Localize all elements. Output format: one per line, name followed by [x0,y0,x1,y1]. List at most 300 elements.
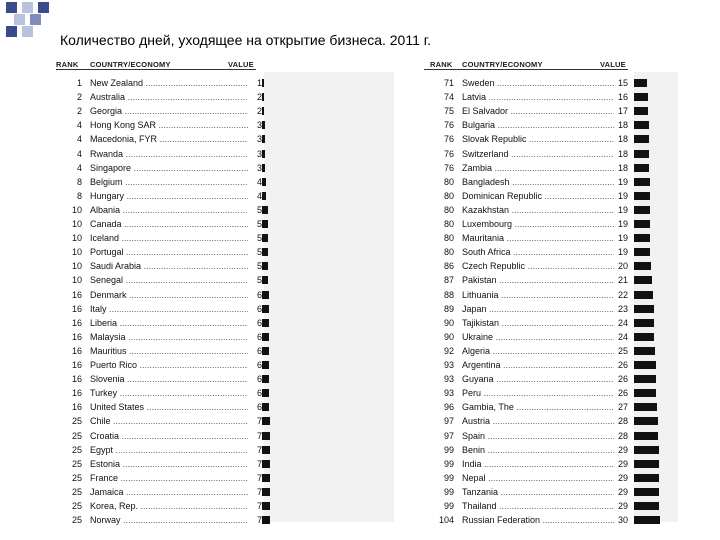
value-bar [634,135,649,143]
country-cell: Nepal ..... [462,471,616,485]
country-cell: Czech Republic ..... [462,259,616,273]
value-bar [262,150,265,158]
value-bar [634,375,656,383]
value-cell: 3 [248,161,262,175]
rank-cell: 80 [443,247,454,258]
value-bar [262,446,270,454]
value-bar [262,79,264,87]
rank-cell: 25 [71,501,82,511]
country-cell: Canada ..... [90,217,250,231]
table-row [56,429,394,443]
value-cell: 29 [614,443,628,457]
value-cell: 6 [248,400,262,414]
country-cell: Singapore ..... [90,161,250,175]
value-cell: 25 [614,344,628,358]
rank-cell: 104 [438,515,454,526]
value-bar [634,121,649,129]
table-row [424,147,720,161]
rank-cell: 8 [76,190,82,201]
value-bar [262,502,270,510]
table-row [424,104,720,118]
table-row [424,344,720,358]
table-row [424,372,720,386]
country-cell: Denmark ..... [90,288,250,302]
table-row [56,330,394,344]
table-row [424,302,720,316]
rank-cell: 16 [71,402,82,413]
rank-cell: 89 [443,303,454,314]
rank-cell: 99 [443,458,454,469]
table-row [424,457,720,471]
country-cell: Norway ..... [90,513,250,527]
value-cell: 4 [248,175,262,189]
rank-cell: 74 [443,92,454,103]
value-bar [262,432,270,440]
value-cell: 6 [248,302,262,316]
value-cell: 7 [248,443,262,457]
country-header: COUNTRY/ECONOMY [90,60,171,69]
value-bar [262,516,270,524]
country-cell: Kazakhstan ..... [462,203,616,217]
table-row [56,358,394,372]
country-cell: Albania ..... [90,203,250,217]
value-cell: 29 [614,471,628,485]
rank-cell: 16 [71,345,82,356]
header-rule [424,69,628,70]
rank-cell: 10 [71,233,82,244]
value-cell: 20 [614,259,628,273]
value-cell: 6 [248,386,262,400]
country-cell: Rwanda ..... [90,147,250,161]
value-bar [262,220,268,228]
country-cell: Lithuania ..... [462,288,616,302]
table-row [56,104,394,118]
value-cell: 6 [248,330,262,344]
table-row [424,485,720,499]
rank-cell: 2 [76,92,82,103]
table-row [56,90,394,104]
header-rule [56,69,256,70]
country-cell: Austria ..... [462,414,616,428]
value-cell: 18 [614,161,628,175]
value-cell: 29 [614,485,628,499]
rank-cell: 86 [443,261,454,272]
value-bar [262,375,269,383]
rank-cell: 80 [443,233,454,244]
value-cell: 7 [248,513,262,527]
table-row [56,273,394,287]
rank-cell: 87 [443,275,454,286]
table-row [56,414,394,428]
rank-cell: 10 [71,261,82,272]
table-row [56,513,394,527]
table-row [424,414,720,428]
country-cell: India ..... [462,457,616,471]
rank-cell: 80 [443,176,454,187]
value-cell: 19 [614,217,628,231]
rank-cell: 25 [71,458,82,469]
country-cell: Sweden ..... [462,76,616,90]
ranking-table-right [424,58,720,524]
value-bar [262,93,264,101]
country-header: COUNTRY/ECONOMY [462,60,543,69]
table-row [424,513,720,527]
value-cell: 7 [248,499,262,513]
value-cell: 28 [614,429,628,443]
value-cell: 1 [248,76,262,90]
value-cell: 19 [614,189,628,203]
rank-cell: 76 [443,134,454,145]
table-row [56,76,394,90]
value-bar [634,474,659,482]
country-cell: New Zealand ..... [90,76,250,90]
value-cell: 24 [614,330,628,344]
table-row [56,118,394,132]
country-cell: Macedonia, FYR ..... [90,132,250,146]
table-row [424,118,720,132]
country-cell: Chile ..... [90,414,250,428]
rank-cell: 10 [71,219,82,229]
value-cell: 5 [248,217,262,231]
value-bar [262,135,265,143]
value-bar [262,474,270,482]
value-bar [634,460,659,468]
value-cell: 26 [614,386,628,400]
country-cell: Australia ..... [90,90,250,104]
country-cell: Bangladesh ..... [462,175,616,189]
table-row [424,259,720,273]
country-cell: Pakistan ..... [462,273,616,287]
country-cell: United States ..... [90,400,250,414]
rank-cell: 16 [71,303,82,314]
table-row [56,372,394,386]
value-bar [634,446,659,454]
value-cell: 19 [614,203,628,217]
country-cell: Hong Kong SAR ..... [90,118,250,132]
country-cell: Mauritius ..... [90,344,250,358]
value-cell: 6 [248,316,262,330]
value-bar [634,305,654,313]
value-bar [634,403,657,411]
rank-cell: 16 [71,388,82,399]
rank-cell: 97 [443,416,454,427]
rank-cell: 4 [76,134,82,145]
table-row [424,231,720,245]
rank-cell: 99 [443,486,454,497]
rank-header: RANK [430,60,453,69]
country-cell: Croatia ..... [90,429,250,443]
value-cell: 6 [248,372,262,386]
table-row [424,76,720,90]
ranking-table-left [56,58,394,524]
rank-cell: 10 [71,204,82,215]
value-bar [634,361,656,369]
value-cell: 24 [614,316,628,330]
rank-cell: 8 [76,176,82,187]
rank-cell: 93 [443,360,454,370]
value-cell: 26 [614,358,628,372]
value-header: VALUE [600,60,626,69]
table-row [56,203,394,217]
table-row [424,386,720,400]
rank-cell: 97 [443,430,454,441]
country-cell: Thailand ..... [462,499,616,513]
country-cell: Senegal ..... [90,273,250,287]
rank-cell: 4 [76,120,82,131]
country-cell: South Africa ..... [462,245,616,259]
value-cell: 30 [614,513,628,527]
country-cell: Guyana ..... [462,372,616,386]
country-cell: Dominican Republic ..... [462,189,616,203]
value-bar [634,516,660,524]
value-bar [634,432,658,440]
value-cell: 6 [248,288,262,302]
value-bar [262,248,268,256]
value-bar [634,319,654,327]
value-cell: 21 [614,273,628,287]
country-cell: Ukraine ..... [462,330,616,344]
value-cell: 5 [248,203,262,217]
value-bar [634,276,652,284]
rank-cell: 16 [71,331,82,342]
rank-cell: 25 [71,515,82,526]
table-row [424,288,720,302]
rank-cell: 80 [443,190,454,201]
country-cell: Slovak Republic ..... [462,132,616,146]
value-cell: 19 [614,231,628,245]
country-cell: Luxembourg ..... [462,217,616,231]
table-row [424,161,720,175]
table-row [56,316,394,330]
country-cell: Gambia, The ..... [462,400,616,414]
table-row [424,443,720,457]
rank-cell: 1 [76,78,82,88]
table-row [424,316,720,330]
value-bar [262,178,266,186]
value-bar [634,333,654,341]
value-cell: 4 [248,189,262,203]
table-row [424,358,720,372]
table-row [424,330,720,344]
table-row [56,386,394,400]
rank-cell: 25 [71,472,82,483]
value-cell: 5 [248,259,262,273]
value-bar [634,417,658,425]
rank-cell: 25 [71,430,82,441]
rank-cell: 10 [71,275,82,286]
value-bar [634,178,650,186]
value-bar [634,192,650,200]
table-row [424,273,720,287]
value-cell: 7 [248,414,262,428]
value-bar [634,262,651,270]
country-cell: Tajikistan ..... [462,316,616,330]
value-bar [634,389,656,397]
value-bar [634,488,659,496]
rank-cell: 2 [76,106,82,117]
rank-header: RANK [56,60,79,69]
country-cell: France ..... [90,471,250,485]
table-row [424,189,720,203]
rank-cell: 4 [76,162,82,173]
value-bar [262,417,270,425]
rank-cell: 4 [76,148,82,159]
value-cell: 15 [614,76,628,90]
value-cell: 7 [248,485,262,499]
value-bar [634,107,648,115]
value-bar [634,234,650,242]
rank-cell: 96 [443,402,454,413]
rank-cell: 80 [443,204,454,215]
country-cell: Belgium ..... [90,175,250,189]
rank-cell: 25 [71,486,82,497]
value-cell: 18 [614,147,628,161]
table-row [56,302,394,316]
country-cell: Slovenia ..... [90,372,250,386]
rank-cell: 25 [71,444,82,455]
country-cell: Benin ..... [462,443,616,457]
table-row [424,203,720,217]
country-cell: Argentina ..... [462,358,616,372]
country-cell: Mauritania ..... [462,231,616,245]
country-cell: Malaysia ..... [90,330,250,344]
value-cell: 27 [614,400,628,414]
table-row [56,443,394,457]
value-bar [262,192,266,200]
value-bar [262,305,269,313]
rank-cell: 99 [443,501,454,511]
value-bar [634,502,659,510]
value-header: VALUE [228,60,254,69]
value-cell: 7 [248,471,262,485]
country-cell: Turkey ..... [90,386,250,400]
rank-cell: 92 [443,345,454,356]
country-cell: Liberia ..... [90,316,250,330]
value-bar [262,234,268,242]
rank-cell: 93 [443,374,454,385]
country-cell: Portugal ..... [90,245,250,259]
table-row [56,457,394,471]
table-row [424,400,720,414]
table-row [56,245,394,259]
table-row [56,217,394,231]
value-cell: 2 [248,90,262,104]
rank-cell: 76 [443,148,454,159]
value-cell: 28 [614,414,628,428]
table-row [56,499,394,513]
value-bar [262,262,268,270]
country-cell: Iceland ..... [90,231,250,245]
value-cell: 16 [614,90,628,104]
value-bar [634,347,655,355]
value-cell: 19 [614,175,628,189]
table-row [424,175,720,189]
value-cell: 3 [248,132,262,146]
value-cell: 5 [248,231,262,245]
table-row [56,189,394,203]
rank-cell: 71 [443,78,454,88]
value-cell: 5 [248,245,262,259]
country-cell: Georgia ..... [90,104,250,118]
country-cell: Korea, Rep. ..... [90,499,250,513]
table-row [56,471,394,485]
value-bar [262,488,270,496]
table-row [56,259,394,273]
country-cell: Bulgaria ..... [462,118,616,132]
value-bar [262,206,268,214]
country-cell: Japan ..... [462,302,616,316]
page-title: Количество дней, уходящее на открытие бизнеса. 2011 г. [60,32,432,48]
value-cell: 23 [614,302,628,316]
value-cell: 29 [614,457,628,471]
rank-cell: 80 [443,219,454,229]
table-row [424,429,720,443]
value-cell: 5 [248,273,262,287]
value-cell: 7 [248,457,262,471]
value-bar [634,206,650,214]
value-cell: 18 [614,118,628,132]
value-cell: 7 [248,429,262,443]
table-row [56,400,394,414]
value-cell: 2 [248,104,262,118]
country-cell: Saudi Arabia ..... [90,259,250,273]
rank-cell: 10 [71,247,82,258]
table-row [424,90,720,104]
rank-cell: 25 [71,416,82,427]
rank-cell: 99 [443,472,454,483]
value-bar [262,164,265,172]
value-cell: 19 [614,245,628,259]
value-cell: 3 [248,147,262,161]
country-cell: Estonia ..... [90,457,250,471]
value-cell: 17 [614,104,628,118]
table-row [424,499,720,513]
value-bar [634,291,653,299]
rank-cell: 76 [443,162,454,173]
value-bar [634,79,647,87]
table-row [424,132,720,146]
rank-cell: 76 [443,120,454,131]
value-bar [262,291,269,299]
table-row [424,471,720,485]
country-cell: Russian Federation ..... [462,513,616,527]
country-cell: Egypt ..... [90,443,250,457]
table-row [56,175,394,189]
country-cell: Italy ..... [90,302,250,316]
country-cell: Switzerland ..... [462,147,616,161]
country-cell: Puerto Rico ..... [90,358,250,372]
country-cell: El Salvador ..... [462,104,616,118]
rank-cell: 93 [443,388,454,399]
value-bar [262,361,269,369]
value-bar [634,150,649,158]
table-row [56,485,394,499]
country-cell: Algeria ..... [462,344,616,358]
value-cell: 29 [614,499,628,513]
value-bar [262,107,264,115]
value-bar [262,389,269,397]
value-cell: 26 [614,372,628,386]
rank-cell: 99 [443,444,454,455]
table-row [56,132,394,146]
value-cell: 3 [248,118,262,132]
country-cell: Tanzania ..... [462,485,616,499]
value-bar [634,220,650,228]
table-row [424,217,720,231]
table-row [56,147,394,161]
rank-cell: 16 [71,374,82,385]
rank-cell: 75 [443,106,454,117]
